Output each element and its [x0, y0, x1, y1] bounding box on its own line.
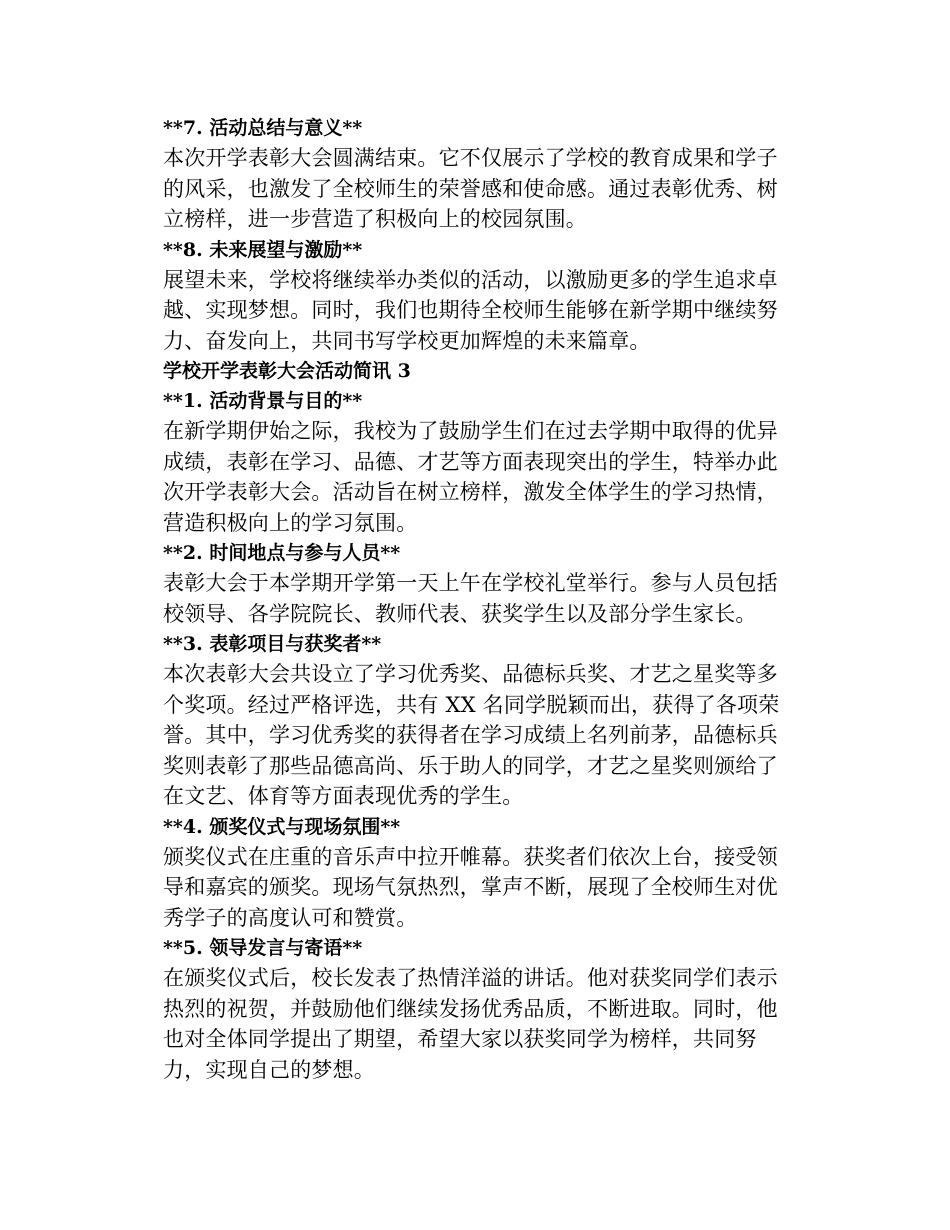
section-heading: **8. 未来展望与激励** [163, 238, 363, 261]
section-heading: **3. 表彰项目与获奖者** [163, 633, 382, 655]
section-heading: **7. 活动总结与意义** [163, 117, 363, 139]
section-body: 展望未来，学校将继续举办类似的活动，以激励更多的学生追求卓越、实现梦想。同时，我们也期待全校师生能够在新学期中继续努力、奋发向上，共同书写学校更加辉煌的未来篇章。 [163, 267, 778, 353]
section-heading: **1. 活动背景与目的** [163, 390, 363, 412]
section-body: 表彰大会于本学期开学第一天上午在学校礼堂举行。参与人员包括校领导、各学院院长、教师代表、获奖学生以及部分学生家长。 [163, 571, 778, 626]
section-body: 在新学期伊始之际，我校为了鼓励学生们在过去学期中取得的优异成绩，表彰在学习、品德、才艺等方面表现突出的学生，特举办此次开学表彰大会。活动旨在树立榜样，激发全体学生的学习热情，营造积极向上的学习氛围。 [163, 419, 778, 535]
article-title: 学校开学表彰大会活动简讯 3 [163, 360, 411, 382]
section-body: 本次开学表彰大会圆满结束。它不仅展示了学校的教育成果和学子的风采，也激发了全校师生的荣誉感和使命感。通过表彰优秀、树立榜样，进一步营造了积极向上的校园氛围。 [163, 146, 778, 231]
section-body: 在颁奖仪式后，校长发表了热情洋溢的讲话。他对获奖同学们表示热烈的祝贺，并鼓励他们继续发扬优秀品质，不断进取。同时，他也对全体同学提出了期望，希望大家以获奖同学为榜样，共同努力，实现自己的梦想。 [163, 966, 778, 1082]
section-heading: **4. 颁奖仪式与现场氛围** [163, 815, 401, 838]
document-page [163, 113, 783, 1085]
section-body: 颁奖仪式在庄重的音乐声中拉开帷幕。获奖者们依次上台，接受领导和嘉宾的颁奖。现场气氛热烈，掌声不断，展现了全校师生对优秀学子的高度认可和赞赏。 [163, 844, 778, 930]
section-body: 本次表彰大会共设立了学习优秀奖、品德标兵奖、才艺之星奖等多个奖项。经过严格评选，共有 XX 名同学脱颖而出，获得了各项荣誉。其中，学习优秀奖的获得者在学习成绩上名列前茅，品德标兵奖则表彰了那些品德高尚、乐于助人的同学，才艺之星奖则颁给了在文艺、体育等方面表现优秀的学生。 [163, 662, 780, 808]
section-heading: **5. 领导发言与寄语** [163, 937, 363, 959]
section-heading: **2. 时间地点与参与人员** [163, 542, 401, 564]
